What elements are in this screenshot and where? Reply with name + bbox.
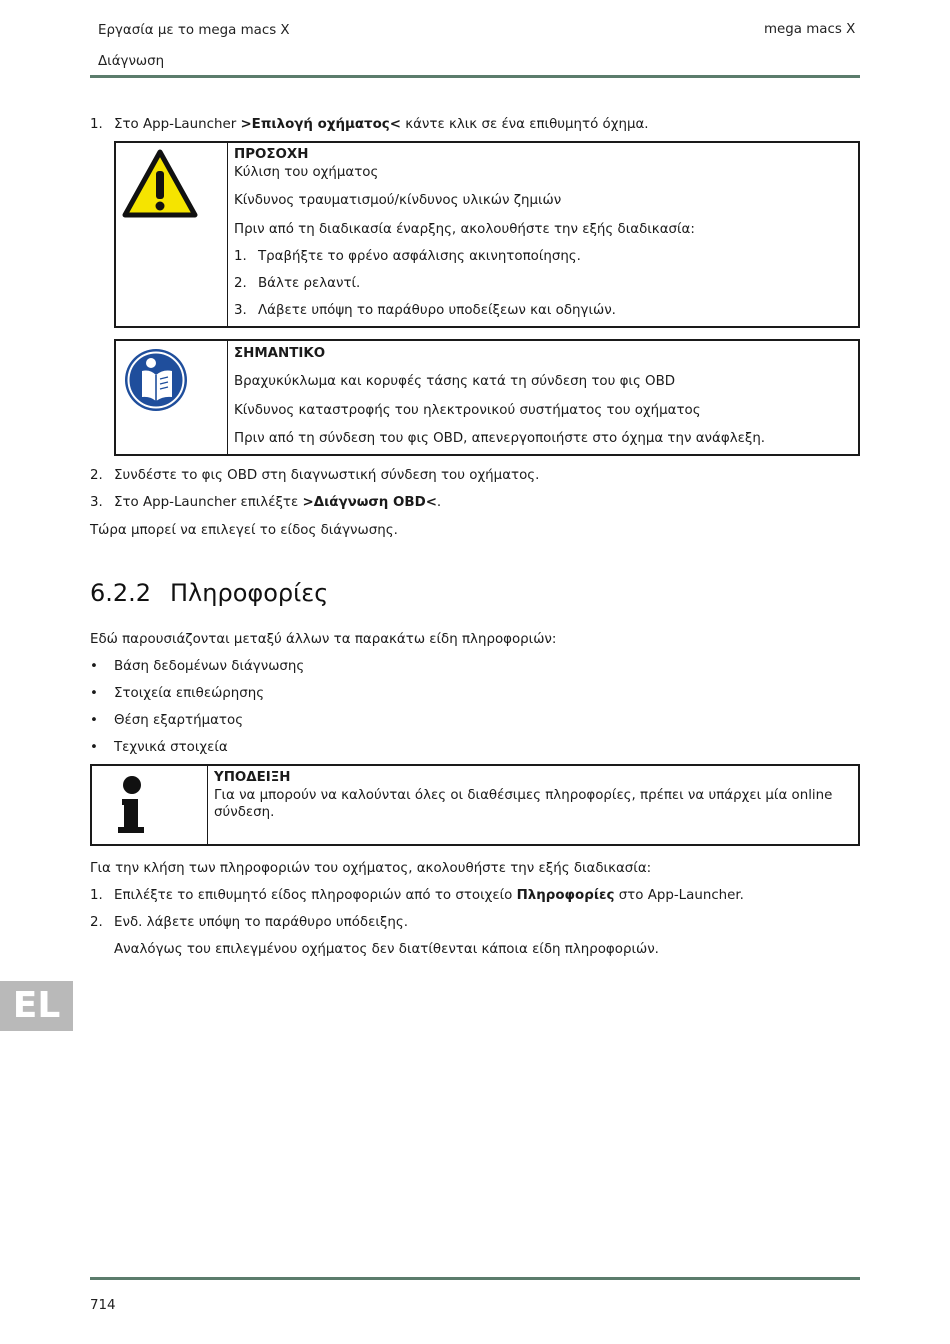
- important-title: ΣΗΜΑΝΤΙΚΟ: [234, 346, 326, 361]
- section-number: 6.2.2: [90, 579, 152, 607]
- caution-step-number: 1.: [234, 249, 247, 264]
- caution-step-text: Τραβήξτε το φρένο ασφάλισης ακινητοποίησης.: [258, 249, 581, 264]
- ui-reference: >Επιλογή οχήματος<: [240, 117, 401, 132]
- caution-risk: Κίνδυνος τραυματισμού/κίνδυνος υλικών ζημιών: [234, 193, 562, 208]
- caution-step-text: Βάλτε ρελαντί.: [258, 276, 361, 291]
- note-box: [90, 764, 860, 846]
- header-left-title: Εργασία με το mega macs X: [98, 23, 290, 38]
- bullet-symbol: •: [90, 713, 98, 728]
- note-line-1: Για να μπορούν να καλούνται όλες οι διαθέσιμες πληροφορίες, πρέπει να υπάρχει μία online: [214, 788, 833, 803]
- header-section: Διάγνωση: [98, 54, 165, 69]
- caution-box: [114, 141, 860, 328]
- note-title: ΥΠΟΔΕΙΞΗ: [214, 770, 291, 785]
- bullet-symbol: •: [90, 659, 98, 674]
- ui-reference: Πληροφορίες: [516, 888, 615, 903]
- procedure-step-2: Ενδ. λάβετε υπόψη το παράθυρο υπόδειξης.: [114, 915, 408, 930]
- header-right-title: mega macs X: [764, 22, 856, 37]
- caution-subtitle: Κύλιση του οχήματος: [234, 165, 379, 180]
- important-box: [114, 339, 860, 456]
- note-line-2: σύνδεση.: [214, 805, 275, 820]
- bullet-item: Θέση εξαρτήματος: [114, 713, 244, 728]
- step-number: 2.: [90, 468, 103, 483]
- bullet-item: Βάση δεδομένων διάγνωσης: [114, 659, 305, 674]
- important-icon-cell: [116, 341, 228, 454]
- step-number: 2.: [90, 915, 103, 930]
- section-title: Πληροφορίες: [170, 579, 329, 607]
- ui-reference: >Διάγνωση OBD<: [302, 495, 437, 510]
- caution-icon-cell: [116, 143, 228, 326]
- procedure-intro: Για την κλήση των πληροφοριών του οχήματος, ακολουθήστε την εξής διαδικασία:: [90, 861, 652, 876]
- intro-text: Εδώ παρουσιάζονται μεταξύ άλλων τα παρακάτω είδη πληροφοριών:: [90, 632, 557, 647]
- important-line-3: Πριν από τη σύνδεση του φις OBD, απενεργοποιήστε στο όχημα την ανάφλεξη.: [234, 431, 766, 446]
- bullet-symbol: •: [90, 740, 98, 755]
- step-2-text: Συνδέστε το φις OBD στη διαγνωστική σύνδεση του οχήματος.: [114, 468, 540, 483]
- info-icon: [112, 775, 152, 835]
- read-manual-icon: [123, 347, 189, 413]
- language-tab: EL: [0, 981, 73, 1031]
- caution-title: ΠΡΟΣΟΧΗ: [234, 147, 309, 162]
- step-number: 1.: [90, 888, 103, 903]
- step-1-text: Στο App-Launcher >Επιλογή οχήματος< κάντε κλικ σε ένα επιθυμητό όχημα.: [114, 117, 649, 132]
- caution-step-number: 3.: [234, 303, 247, 318]
- important-line-2: Κίνδυνος καταστροφής του ηλεκτρονικού συστήματος του οχήματος: [234, 403, 701, 418]
- caution-step-text: Λάβετε υπόψη το παράθυρο υποδείξεων και οδηγιών.: [258, 303, 616, 318]
- bullet-item: Στοιχεία επιθεώρησης: [114, 686, 265, 701]
- header-rule: [90, 75, 860, 78]
- important-line-1: Βραχυκύκλωμα και κορυφές τάσης κατά τη σύνδεση του φις OBD: [234, 374, 676, 389]
- note-icon-cell: [92, 766, 208, 844]
- step-number: 1.: [90, 117, 103, 132]
- procedure-step-1: Επιλέξτε το επιθυμητό είδος πληροφοριών από το στοιχείο Πληροφορίες στο App-Launcher.: [114, 888, 744, 903]
- footer-rule: [90, 1277, 860, 1280]
- bullet-symbol: •: [90, 686, 98, 701]
- result-text: Τώρα μπορεί να επιλεγεί το είδος διάγνωσης.: [90, 523, 398, 538]
- step-number: 3.: [90, 495, 103, 510]
- warning-triangle-icon: [122, 149, 198, 219]
- page-number: 714: [90, 1298, 116, 1313]
- caution-intro: Πριν από τη διαδικασία έναρξης, ακολουθήστε την εξής διαδικασία:: [234, 222, 695, 237]
- step-3-text: Στο App-Launcher επιλέξτε >Διάγνωση OBD<.: [114, 495, 442, 510]
- caution-step-number: 2.: [234, 276, 247, 291]
- bullet-item: Τεχνικά στοιχεία: [114, 740, 228, 755]
- procedure-note: Αναλόγως του επιλεγμένου οχήματος δεν διατίθενται κάποια είδη πληροφοριών.: [114, 942, 659, 957]
